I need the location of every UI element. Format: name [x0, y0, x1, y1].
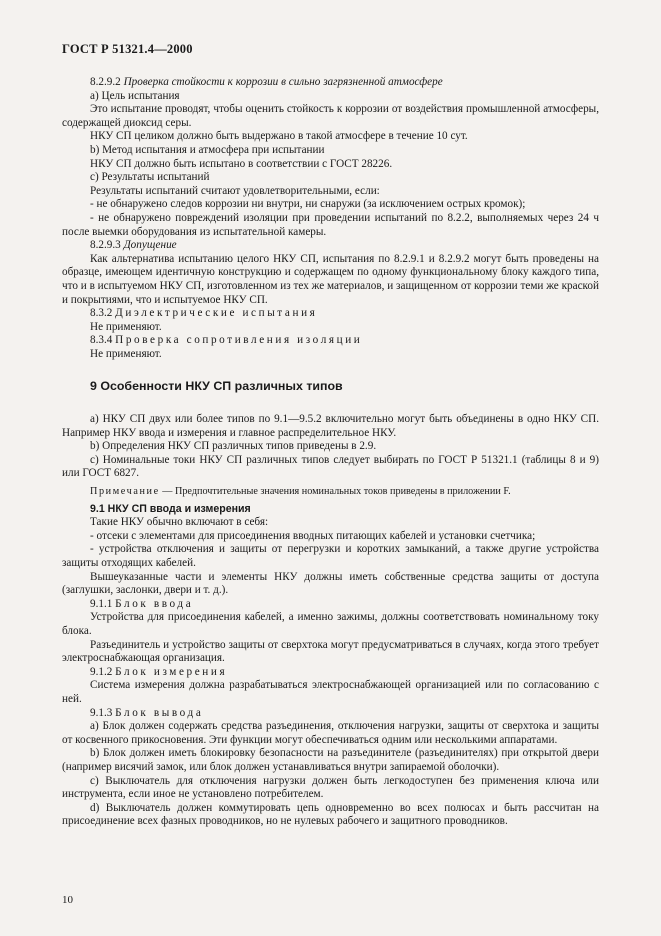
clause-8-2-9-3-heading [62, 239, 599, 253]
page-content [62, 76, 599, 829]
list-item: b) Блок должен иметь блокировку безопасности на разъединителе (разъединителях) при открытой двери (например висячий замок, или блок должен устанавливаться внутри запираемой оболочки). [62, 747, 599, 773]
list-item: с) Номинальные токи НКУ СП различных типов следует выбирать по ГОСТ Р 51321.1 (таблицы 8 и 9) или ГОСТ 6827. [62, 453, 599, 480]
clause-title: Блок ввода [115, 597, 194, 610]
clause-paragraph: Это испытание проводят, чтобы оценить стойкость к коррозии от воздействия промышленной атмосферы, содержащей диоксид серы. [62, 103, 599, 129]
clause-number: 8.2.9.2 [90, 76, 121, 88]
clause-item-label: с) Результаты испытаний [90, 171, 210, 184]
clause-number: 8.2.9.3 [90, 239, 121, 252]
clause-paragraph: Не применяют. [90, 347, 162, 360]
list-item: - не обнаружено повреждений изоляции при проведении испытаний по 8.2.2, выполняемых через 24 ч после выемки оборудования из испытательной камеры. [62, 211, 599, 238]
clause-title: Проверка стойкости к коррозии в сильно загрязненной атмосфере [123, 76, 443, 88]
clause-item-label: а) Цель испытания [90, 89, 180, 102]
clause-title: Диэлектрические испытания [115, 307, 318, 320]
clause-number: 9.1.3 [90, 706, 113, 719]
note-text: — Предпочтительные значения номинальных токов приведены в приложении F. [162, 486, 511, 498]
list-item: - устройства отключения и защиты от перегрузки и коротких замыканий, а также другие устройства защиты отходящих кабелей. [62, 543, 599, 569]
clause-title: Блок вывода [115, 706, 204, 719]
clause-title: Блок измерения [115, 665, 228, 678]
clause-9-1-heading: 9.1 НКУ СП ввода и измерения [90, 502, 251, 515]
list-item: - не обнаружено следов коррозии ни внутри, ни снаружи (за исключением острых кромок); [90, 198, 526, 211]
clause-number: 8.3.4 [90, 334, 113, 347]
clause-8-3-4-heading [62, 334, 599, 348]
clause-9-1-2-heading [62, 666, 599, 680]
clause-paragraph: Результаты испытаний считают удовлетворительными, если: [90, 184, 380, 197]
clause-number: 8.3.2 [90, 307, 113, 320]
clause-8-3-2-heading [62, 307, 599, 321]
clause-paragraph: НКУ СП целиком должно быть выдержано в такой атмосфере в течение 10 сут. [90, 130, 468, 143]
list-item: а) Блок должен содержать средства разъединения, отключения нагрузки, защиты от сверхтока и защиты от косвенного прикосновения. Эти функции могут обеспечиваться одним или несколькими аппаратами. [62, 720, 599, 746]
clause-paragraph: Система измерения должна разрабатываться электроснабжающей организацией или по согласованию с ней. [62, 679, 599, 705]
clause-title: Проверка сопротивления изоляции [115, 334, 363, 347]
clause-9-1-3-heading [62, 707, 599, 721]
clause-paragraph: Не применяют. [90, 320, 162, 333]
clause-paragraph: Как альтернатива испытанию целого НКУ СП, испытания по 8.2.9.1 и 8.2.9.2 могут быть проведены на образце, имеющем идентичную конструкцию и содержащем по одному функциональному блоку каждого типа, что и в испытуемом НКУ СП, изготовленном из тех же материалов, и защищенном от коррозии теми же краской и покрытиями, что и испытуемое НКУ СП. [62, 252, 599, 306]
list-item: d) Выключатель должен коммутировать цепь одновременно во всех полюсах и быть рассчитан на присоединение всех фазных проводников, но не нулевых рабочего и защитного проводников. [62, 801, 599, 828]
page-number: 10 [62, 894, 73, 906]
list-item: - отсеки с элементами для присоединения вводных питающих кабелей и установки счетчика; [90, 529, 536, 542]
section-9-heading: 9 Особенности НКУ СП различных типов [90, 379, 343, 394]
note-label: Примечание [90, 486, 160, 498]
list-item: b) Определения НКУ СП различных типов приведены в 2.9. [90, 440, 377, 453]
clause-item-label: b) Метод испытания и атмосфера при испытании [90, 143, 325, 156]
clause-paragraph: Разъединитель и устройство защиты от сверхтока могут предусматриваться в случаях, когда этого требует электроснабжающая организация. [62, 638, 599, 665]
clause-paragraph: Такие НКУ обычно включают в себя: [90, 516, 269, 529]
clause-9-1-1-heading [62, 598, 599, 612]
note [62, 485, 599, 499]
page-header-standard-number: ГОСТ Р 51321.4—2000 [62, 42, 193, 56]
list-item: с) Выключатель для отключения нагрузки должен быть легкодоступен без применения ключа или инструмента, если иное не установлено потребителем. [62, 774, 599, 801]
clause-paragraph: Вышеуказанные части и элементы НКУ должны иметь собственные средства защиты от доступа (заглушки, заслонки, двери и т. д.). [62, 570, 599, 597]
clause-paragraph: НКУ СП должно быть испытано в соответствии с ГОСТ 28226. [90, 157, 393, 170]
clause-number: 9.1.1 [90, 597, 113, 610]
clause-paragraph: Устройства для присоединения кабелей, а именно зажимы, должны соответствовать номинальному току блока. [62, 611, 599, 637]
list-item: а) НКУ СП двух или более типов по 9.1—9.5.2 включительно могут быть объединены в одно НКУ СП. Например НКУ ввода и измерения и главное распределительное НКУ. [62, 413, 599, 439]
clause-title: Допущение [123, 239, 177, 252]
clause-8-2-9-2-heading [62, 76, 599, 90]
clause-number: 9.1.2 [90, 665, 113, 678]
